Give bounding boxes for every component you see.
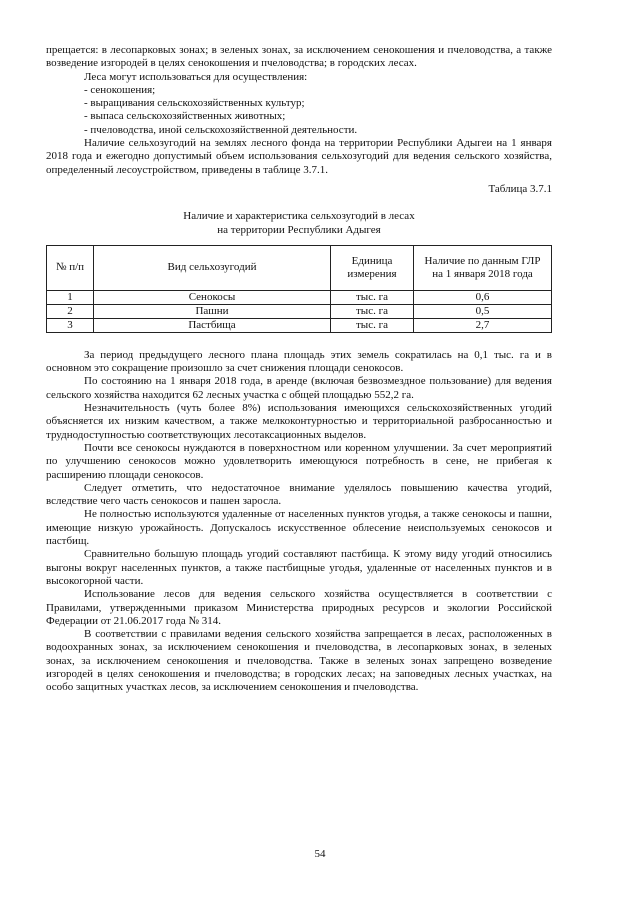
- list-item: - выпаса сельскохозяйственных животных;: [84, 110, 286, 123]
- table-cell: 3: [47, 318, 94, 332]
- list-item: - пчеловодства, иной сельскохозяйственной деятельности.: [84, 123, 358, 136]
- body-paragraph: За период предыдущего лесного плана площадь этих земель сократилась на 0,1 тыс. га и в основном это сокращение произошло за счет снижения площади сенокосов.: [46, 348, 552, 375]
- body-paragraph: Почти все сенокосы нуждаются в поверхностном или коренном улучшении. За счет мероприятий по улучшению сенокосов можно удовлетворить имеющуюся потребность в сене, не прибегая к расширению площади сенокосов.: [46, 441, 552, 481]
- table-cell: 2: [47, 304, 94, 318]
- table-cell: 0,5: [414, 304, 552, 318]
- farmland-table: [46, 245, 552, 333]
- table-cell: Пастбища: [94, 318, 331, 332]
- body-paragraph: По состоянию на 1 января 2018 года, в аренде (включая безвозмездное пользование) для ведения сельского хозяйства находится 62 лесных участка с общей площадью 552,2 га.: [46, 375, 552, 401]
- body-paragraph: Следует отметить, что недостаточное внимание уделялось повышению качества угодий, вследствие чего часть сенокосов и пашен заросла.: [46, 481, 552, 508]
- body-paragraph: Сравнительно большую площадь угодий составляют пастбища. К этому виду угодий относились выгоны вокруг населенных пунктов, а также пастбищные угодья, удаленные от населенных пунктов и в высокогорной части.: [46, 548, 552, 587]
- list-item: - выращивания сельскохозяйственных культур;: [84, 97, 305, 110]
- table-cell: 2,7: [414, 318, 552, 332]
- header-number: № п/п: [47, 245, 94, 290]
- header-availability: Наличие по данным ГЛР на 1 января 2018 года: [414, 245, 552, 290]
- table-caption: [46, 210, 552, 237]
- table-cell: 0,6: [414, 290, 552, 304]
- body-paragraph: Использование лесов для ведения сельского хозяйства осуществляется в соответствии с Правилами, утвержденными приказом Министерства природных ресурсов и экологии Российской Федерации от 21.06.2017 года № 314.: [46, 588, 552, 627]
- table-caption-line: Наличие и характеристика сельхозугодий в лесах: [183, 210, 415, 223]
- table-caption-line: на территории Республики Адыгея: [217, 223, 381, 236]
- table-cell: тыс. га: [331, 290, 414, 304]
- body-paragraph: Не полностью используются удаленные от населенных пунктов угодья, а также сенокосы и пашни, имеющие низкую урожайность. Допускалось искусственное облесение неиспользуемых сенокосов и пастбищ.: [46, 508, 552, 548]
- text-column: [46, 44, 552, 695]
- list-item: - сенокошения;: [84, 83, 156, 96]
- table-cell: тыс. га: [331, 304, 414, 318]
- intro-paragraph: Наличие сельхозугодий на землях лесного фонда на территории Республики Адыгеи на 1 января 2018 года и ежегодно допустимый объем использования сельхозугодий для ведения сельского хозяйства, определенный лесоустройством, приведены в таблице 3.7.1.: [46, 137, 552, 176]
- table-row: [47, 304, 552, 318]
- uses-intro: Леса могут использоваться для осуществления:: [84, 70, 308, 83]
- body-paragraph: Незначительность (чуть более 8%) использования имеющихся сельскохозяйственных угодий объясняется их низким качеством, а также мелкоконтурностью и территориальной разбросанностью и труднодоступностью соответствующих лесотаксационных выделов.: [46, 402, 552, 441]
- uses-list: [46, 84, 552, 137]
- header-land-type: Вид сельхозугодий: [94, 245, 331, 290]
- table-header-row: [47, 245, 552, 290]
- table-cell: Сенокосы: [94, 290, 331, 304]
- table-row: [47, 290, 552, 304]
- body-paragraph: В соответствии с правилами ведения сельского хозяйства запрещается в лесах, расположенных в водоохранных зонах, за исключением сенокошения и пчеловодства, в лесопарковых зонах, в зеленых зонах, за исключением сенокошения и пчеловодства. Также в зеленых зонах запрещено возведение изгородей в целях сенокошения и пчеловодства; в городских лесах; на заповедных лесных участках, на особо защитных участках лесов, за исключением сенокошения и пчеловодства.: [46, 628, 552, 694]
- top-paragraph: прещается: в лесопарковых зонах; в зеленых зонах, за исключением сенокошения и пчеловодства, а также возведение изгородей в целях сенокошения и пчеловодства; в городских лесах.: [46, 44, 552, 70]
- table-cell: 1: [47, 290, 94, 304]
- header-unit: Единица измерения: [331, 245, 414, 290]
- table-cell: Пашни: [94, 304, 331, 318]
- table-cell: тыс. га: [331, 318, 414, 332]
- table-row: [47, 318, 552, 332]
- table-number: Таблица 3.7.1: [488, 182, 552, 195]
- page-number: 54: [314, 848, 326, 860]
